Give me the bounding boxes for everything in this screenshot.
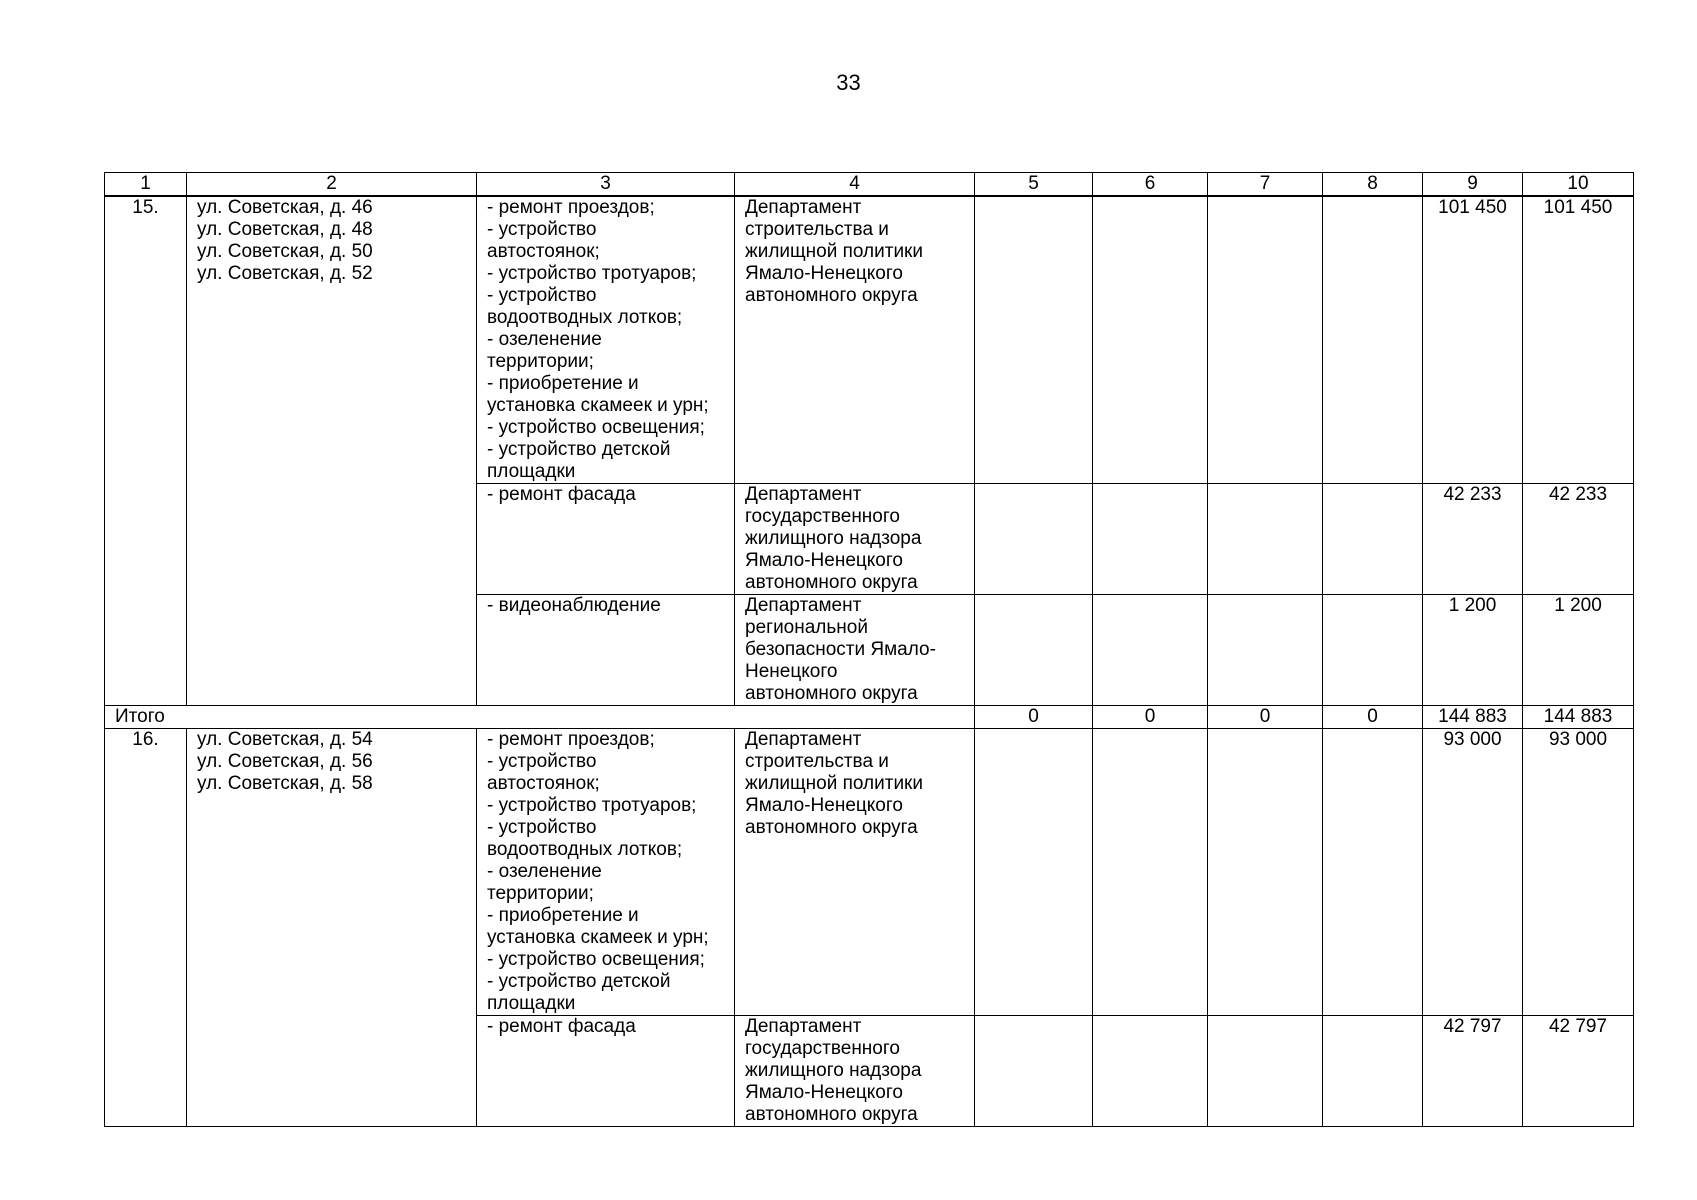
row-number: 15.	[105, 196, 187, 706]
header-col-3: 3	[477, 173, 735, 197]
col8-cell	[1323, 484, 1423, 595]
col7-cell	[1208, 729, 1323, 1016]
col8-cell	[1323, 1016, 1423, 1127]
header-col-9: 9	[1423, 173, 1523, 197]
works-table	[104, 172, 1634, 1127]
col6-cell	[1093, 595, 1208, 706]
col6-cell	[1093, 1016, 1208, 1127]
header-col-6: 6	[1093, 173, 1208, 197]
col5-cell	[975, 595, 1093, 706]
header-col-7: 7	[1208, 173, 1323, 197]
header-col-1: 1	[105, 173, 187, 197]
header-col-5: 5	[975, 173, 1093, 197]
works-cell: - ремонт проездов; - устройство автостоянок; - устройство тротуаров; - устройство водоотводных лотков; - озеленение территории; - приобретение и установка скамеек и урн; - устройство освещения; - устройство детской площадки	[477, 729, 735, 1016]
total-row	[105, 706, 1634, 729]
department-cell: Департамент региональной безопасности Ямало- Ненецкого автономного округа	[735, 595, 975, 706]
col10-cell: 101 450	[1523, 196, 1634, 484]
col10-cell: 93 000	[1523, 729, 1634, 1016]
header-col-2: 2	[187, 173, 477, 197]
col9-cell: 42 797	[1423, 1016, 1523, 1127]
col10-cell: 1 200	[1523, 595, 1634, 706]
total-col5: 0	[975, 706, 1093, 729]
col9-cell: 93 000	[1423, 729, 1523, 1016]
row-number: 16.	[105, 729, 187, 1127]
address-cell: ул. Советская, д. 54 ул. Советская, д. 56 ул. Советская, д. 58	[187, 729, 477, 1127]
total-col10: 144 883	[1523, 706, 1634, 729]
department-cell: Департамент государственного жилищного надзора Ямало-Ненецкого автономного округа	[735, 1016, 975, 1127]
col5-cell	[975, 196, 1093, 484]
col6-cell	[1093, 729, 1208, 1016]
total-col9: 144 883	[1423, 706, 1523, 729]
col9-cell: 101 450	[1423, 196, 1523, 484]
col7-cell	[1208, 1016, 1323, 1127]
page-number: 33	[836, 70, 861, 95]
header-col-4: 4	[735, 173, 975, 197]
col6-cell	[1093, 484, 1208, 595]
works-cell: - ремонт фасада	[477, 484, 735, 595]
col7-cell	[1208, 484, 1323, 595]
department-cell: Департамент строительства и жилищной политики Ямало-Ненецкого автономного округа	[735, 196, 975, 484]
department-cell: Департамент государственного жилищного надзора Ямало-Ненецкого автономного округа	[735, 484, 975, 595]
col10-cell: 42 233	[1523, 484, 1634, 595]
col8-cell	[1323, 729, 1423, 1016]
total-col7: 0	[1208, 706, 1323, 729]
col5-cell	[975, 1016, 1093, 1127]
col5-cell	[975, 729, 1093, 1016]
col6-cell	[1093, 196, 1208, 484]
col8-cell	[1323, 595, 1423, 706]
col7-cell	[1208, 595, 1323, 706]
col7-cell	[1208, 196, 1323, 484]
header-row	[105, 173, 1634, 197]
col10-cell: 42 797	[1523, 1016, 1634, 1127]
col9-cell: 42 233	[1423, 484, 1523, 595]
address-cell: ул. Советская, д. 46 ул. Советская, д. 48 ул. Советская, д. 50 ул. Советская, д. 52	[187, 196, 477, 706]
table-row	[105, 729, 1634, 1016]
works-cell: - ремонт фасада	[477, 1016, 735, 1127]
total-col8: 0	[1323, 706, 1423, 729]
header-col-10: 10	[1523, 173, 1634, 197]
total-label: Итого	[105, 706, 975, 729]
department-cell: Департамент строительства и жилищной политики Ямало-Ненецкого автономного округа	[735, 729, 975, 1016]
works-cell: - ремонт проездов; - устройство автостоянок; - устройство тротуаров; - устройство водоотводных лотков; - озеленение территории; - приобретение и установка скамеек и урн; - устройство освещения; - устройство детской площадки	[477, 196, 735, 484]
header-col-8: 8	[1323, 173, 1423, 197]
col9-cell: 1 200	[1423, 595, 1523, 706]
table-row	[105, 196, 1634, 484]
col5-cell	[975, 484, 1093, 595]
total-col6: 0	[1093, 706, 1208, 729]
works-cell: - видеонаблюдение	[477, 595, 735, 706]
col8-cell	[1323, 196, 1423, 484]
